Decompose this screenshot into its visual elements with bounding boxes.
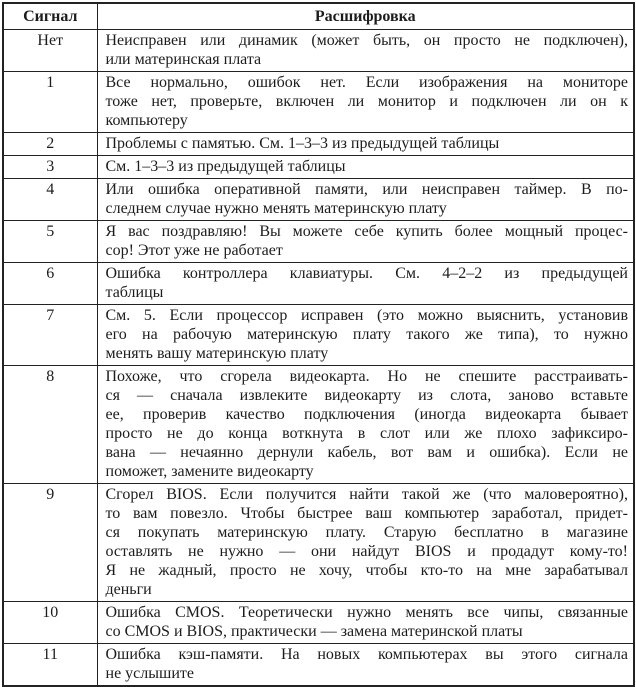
signal-cell: 2	[3, 133, 97, 156]
decoding-cell: См. 1–3–3 из предыдущей таблицы	[97, 156, 634, 179]
header-row	[3, 3, 634, 30]
table-row	[3, 221, 634, 263]
signal-cell: 7	[3, 305, 97, 366]
signal-cell: 10	[3, 602, 97, 644]
signal-cell: 1	[3, 72, 97, 133]
table-row	[3, 263, 634, 305]
decoding-cell: Ошибка контроллера клавиатуры. См. 4–2–2 из предыдущей таблицы	[97, 263, 634, 305]
signal-cell: 3	[3, 156, 97, 179]
beep-codes-table	[2, 2, 635, 687]
decoding-cell: Похоже, что сгорела видеокарта. Но не спешите расстраивать- ся — сначала извлеките видеокарту из слота, заново вставьте ее, проверив качество подключения (иногда видеокарта бывает просто не до конца воткнута в слот или же плохо зафиксиро- вана — нечаянно дернули кабель, вот вам и ошибка). Если не поможет, замените видеокарту	[97, 366, 634, 484]
table-row	[3, 30, 634, 72]
signal-cell: 9	[3, 484, 97, 602]
decoding-cell: Проблемы с памятью. См. 1–3–3 из предыдущей таблицы	[97, 133, 634, 156]
decoding-cell: Сгорел BIOS. Если получится найти такой же (что маловероятно), то вам повезло. Чтобы быстрее ваш компьютер заработал, придет- ся покупать материнскую плату. Старую бесплатно в магазине оставлять не нужно — они найдут BIOS и продадут кому-то! Я не жадный, просто не хочу, чтобы кто-то на мне зарабатывал деньги	[97, 484, 634, 602]
decoding-cell: Или ошибка оперативной памяти, или неисправен таймер. В по- следнем случае нужно менять материнскую плату	[97, 179, 634, 221]
decoding-cell: Все нормально, ошибок нет. Если изображения на мониторе тоже нет, проверьте, включен ли монитор и подключен ли он к компьютеру	[97, 72, 634, 133]
decoding-cell: Неисправен или динамик (может быть, он просто не подключен), или материнская плата	[97, 30, 634, 72]
table-row	[3, 156, 634, 179]
table-row	[3, 72, 634, 133]
table-row	[3, 305, 634, 366]
table-row	[3, 366, 634, 484]
signal-cell: 8	[3, 366, 97, 484]
table-row	[3, 644, 634, 687]
decoding-cell: Ошибка CMOS. Теоретически нужно менять все чипы, связанные со CMOS и BIOS, практически — замена материнской платы	[97, 602, 634, 644]
table-row	[3, 179, 634, 221]
signal-cell: 5	[3, 221, 97, 263]
decoding-cell: См. 5. Если процессор исправен (это можно выяснить, установив его на рабочую материнскую плату такого же типа), то нужно менять вашу материнскую плату	[97, 305, 634, 366]
signal-cell: Нет	[3, 30, 97, 72]
signal-cell: 4	[3, 179, 97, 221]
column-header-signal: Сигнал	[3, 3, 97, 30]
decoding-cell: Ошибка кэш-памяти. На новых компьютерах вы этого сигнала не услышите	[97, 644, 634, 687]
signal-cell: 11	[3, 644, 97, 687]
decoding-cell: Я вас поздравляю! Вы можете себе купить более мощный процес- сор! Этот уже не работает	[97, 221, 634, 263]
signal-cell: 6	[3, 263, 97, 305]
column-header-decoding: Расшифровка	[97, 3, 634, 30]
table-row	[3, 602, 634, 644]
table-row	[3, 133, 634, 156]
table-row	[3, 484, 634, 602]
